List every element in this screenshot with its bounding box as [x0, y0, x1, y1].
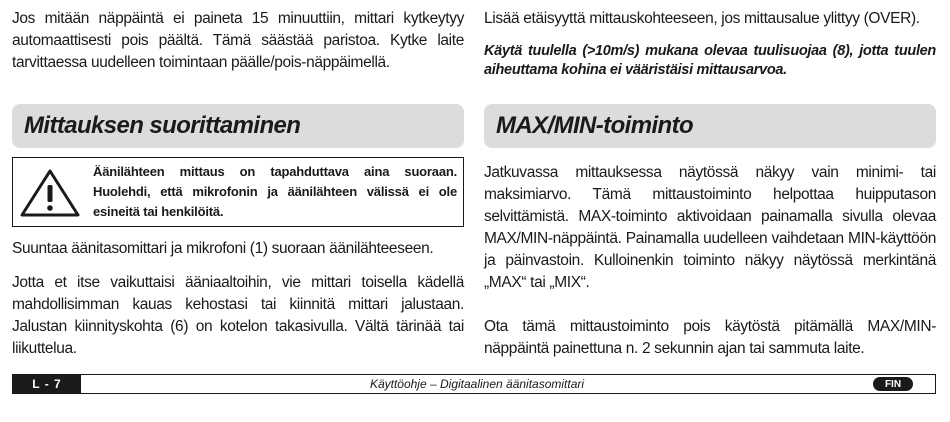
- section-heading-maxmin: MAX/MIN-toiminto: [496, 112, 694, 139]
- auto-off-paragraph: Jos mitään näppäintä ei paineta 15 minuuttiin, mittari kytkeytyy automaattisesti pois päältä. Tämä säästää paristoa. Kytke laite tarvittaessa uudelleen toimintaan päälle/pois-näppäimellä.: [12, 10, 464, 71]
- section-heading-bar: [12, 104, 464, 148]
- language-badge: FIN: [873, 377, 913, 391]
- over-range-paragraph: Lisää etäisyyttä mittauskohteeseen, jos mittausalue ylittyy (OVER).: [484, 10, 920, 27]
- warning-text: Äänilähteen mittaus on tapahduttava aina suoraan. Huolehdi, että mikrofonin ja äänilähteen välissä ei ole esineitä tai henkilöitä.: [93, 164, 457, 219]
- warning-triangle-icon: [19, 168, 81, 218]
- maxmin-paragraph: Jatkuvassa mittauksessa näytössä näkyy vain minimi- tai maksimiarvo. Tämä mittaustoiminto helpottaa huipputason selvittämistä. MAX-toiminto aktivoidaan painamalla sivulla olevaa MAX/MIN-näppäintä. Painamalla uudelleen vaihdetaan MIN-käyttöön ja päinvastoin. Kulloinenkin toiminto näkyy näytössä merkintänä „MAX“ tai „MIX“.: [484, 164, 936, 291]
- section-heading-bar: [484, 104, 936, 148]
- footer-title: Käyttöohje – Digitaalinen äänitasomittari: [369, 377, 585, 391]
- warning-box: [12, 157, 464, 227]
- aim-paragraph: Suuntaa äänitasomittari ja mikrofoni (1) suoraan äänilähteeseen.: [12, 240, 434, 257]
- section-heading-measurement: Mittauksen suorittaminen: [24, 112, 301, 139]
- wind-note: Käytä tuulella (>10m/s) mukana olevaa tuulisuojaa (8), jotta tuulen aiheuttama kohina ei vääristäisi mittausarvoa.: [484, 43, 936, 78]
- maxmin-off-paragraph: Ota tämä mittaustoiminto pois käytöstä pitämällä MAX/MIN-näppäintä painettuna n. 2 sekunnin ajan tai sammuta laite.: [484, 318, 936, 357]
- page-number: L - 7: [13, 375, 81, 393]
- page-footer: [12, 374, 936, 394]
- tripod-paragraph: Jotta et itse vaikuttaisi ääniaaltoihin, vie mittari toisella kädellä mahdollisimman kauas kehostasi tai kiinnitä mittari jalustaan. Jalustan kiinnityskohta (6) on kotelon takasivulla. Vältä tärinää tai liikuttelua.: [12, 274, 464, 357]
